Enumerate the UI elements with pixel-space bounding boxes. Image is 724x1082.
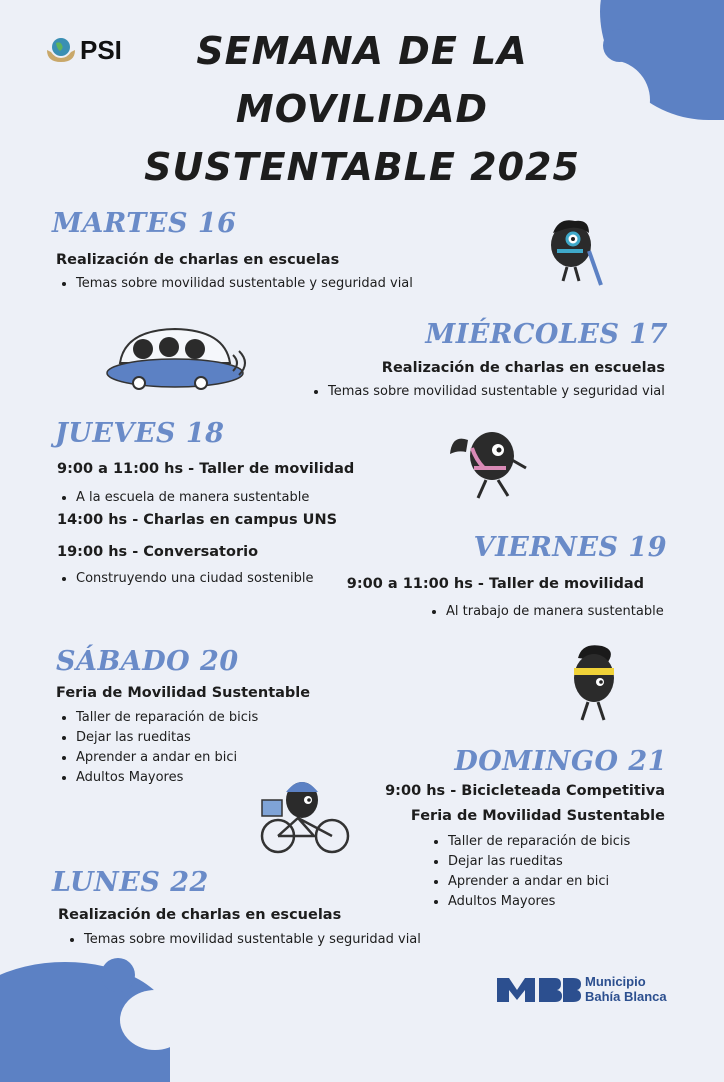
bottom-left-dot bbox=[101, 958, 135, 992]
sabado-bullets bbox=[58, 708, 258, 788]
headband-character-icon bbox=[562, 642, 622, 724]
jueves-day-heading: JUEVES 18 bbox=[55, 418, 225, 449]
list-item: • Aprender a andar en bici bbox=[448, 872, 630, 892]
jueves-bullet-3 bbox=[58, 569, 313, 589]
list-item: • Dejar las rueditas bbox=[448, 852, 630, 872]
lunes-day-heading: LUNES 22 bbox=[52, 867, 209, 898]
list-item: • Construyendo una ciudad sostenible bbox=[76, 569, 313, 589]
jueves-item-2: 14:00 hs - Charlas en campus UNS bbox=[57, 512, 338, 528]
page-title bbox=[0, 22, 724, 196]
miercoles-subheading: Realización de charlas en escuelas bbox=[381, 360, 665, 376]
list-item: • Taller de reparación de bicis bbox=[76, 708, 258, 728]
lunes-subheading: Realización de charlas en escuelas bbox=[58, 907, 342, 923]
miercoles-bullets bbox=[310, 382, 665, 402]
domingo-subheading-2: Feria de Movilidad Sustentable bbox=[410, 808, 665, 824]
list-item: • Temas sobre movilidad sustentable y seguridad vial bbox=[84, 930, 421, 950]
list-item: • Dejar las rueditas bbox=[76, 728, 258, 748]
list-item: • Adultos Mayores bbox=[448, 892, 630, 912]
psi-logo-text: PSI bbox=[80, 35, 122, 65]
jueves-bullet-1 bbox=[58, 488, 309, 508]
list-item: • Al trabajo de manera sustentable bbox=[446, 602, 664, 622]
lunes-bullets bbox=[66, 930, 421, 950]
list-item: • A la escuela de manera sustentable bbox=[76, 488, 309, 508]
sabado-subheading: Feria de Movilidad Sustentable bbox=[56, 685, 311, 701]
jueves-item-3: 19:00 hs - Conversatorio bbox=[57, 544, 259, 560]
car-character-icon bbox=[105, 325, 255, 395]
title-line-3: SUSTENTABLE 2025 bbox=[144, 145, 580, 189]
list-item: • Aprender a andar en bici bbox=[76, 748, 258, 768]
municipio-line-1: Municipio bbox=[585, 974, 646, 989]
sabado-day-heading: SÁBADO 20 bbox=[56, 646, 239, 677]
viernes-day-heading: VIERNES 19 bbox=[473, 532, 667, 563]
martes-subheading: Realización de charlas en escuelas bbox=[56, 252, 340, 268]
viernes-bullets bbox=[428, 602, 664, 622]
municipio-line-2: Bahía Blanca bbox=[585, 989, 667, 1004]
list-item: • Taller de reparación de bicis bbox=[448, 832, 630, 852]
martes-day-heading: MARTES 16 bbox=[52, 208, 237, 239]
title-line-2: MOVILIDAD bbox=[235, 87, 489, 131]
jueves-item-1: 9:00 a 11:00 hs - Taller de movilidad bbox=[57, 461, 355, 477]
cyclist-character-icon bbox=[258, 774, 354, 858]
domingo-subheading-1: 9:00 hs - Bicicleteada Competitiva bbox=[385, 783, 665, 799]
domingo-day-heading: DOMINGO 21 bbox=[454, 746, 667, 777]
runner-character-icon bbox=[448, 420, 530, 504]
municipio-logo bbox=[495, 974, 685, 1006]
miercoles-day-heading: MIÉRCOLES 17 bbox=[425, 319, 668, 350]
list-item: • Adultos Mayores bbox=[76, 768, 258, 788]
list-item: • Temas sobre movilidad sustentable y seguridad vial bbox=[76, 274, 413, 294]
viernes-subheading: 9:00 a 11:00 hs - Taller de movilidad bbox=[346, 576, 644, 592]
domingo-bullets bbox=[430, 832, 630, 912]
martes-bullets bbox=[58, 274, 413, 294]
municipio-mark-icon bbox=[495, 974, 581, 1004]
skater-character-icon bbox=[545, 215, 605, 289]
title-line-1: SEMANA DE LA bbox=[196, 29, 528, 73]
bottom-left-blob-cutout bbox=[120, 990, 190, 1050]
list-item: • Temas sobre movilidad sustentable y seguridad vial bbox=[328, 382, 665, 402]
